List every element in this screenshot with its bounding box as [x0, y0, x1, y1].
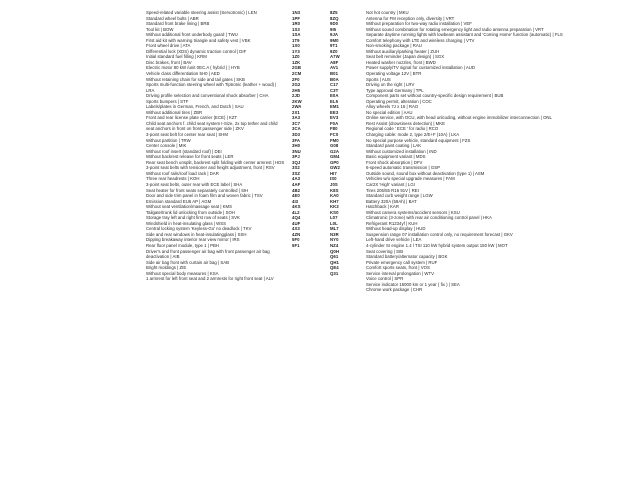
equipment-code: 4UF: [292, 220, 301, 226]
right-code-list: [326, 10, 360, 276]
equipment-description: Storage tray left and right first row of seats | SVK: [146, 215, 240, 221]
equipment-description: Without additional tires | ZBR: [146, 109, 203, 115]
equipment-description: Online service, with OCU, with head unlcoding, without engine immobilizer interconnection | ONL: [366, 115, 552, 121]
equipment-description: Component parts set without country-specific design requirement | BUB: [366, 93, 504, 99]
equipment-code: 3D3: [292, 132, 301, 138]
equipment-description: Door and side trim panel in foam film and woven fabric | TSV: [146, 193, 263, 199]
equipment-description: 3-point seat belts with tensioner and height adjustment, front | RSV: [146, 165, 275, 171]
equipment-code: 3C7: [292, 120, 301, 126]
equipment-code: NY0: [330, 237, 339, 243]
equipment-code: 4L2: [292, 209, 300, 215]
equipment-description: Without retaining chain for side and tail gates | SKB: [146, 76, 245, 82]
equipment-code: F0A: [330, 120, 339, 126]
equipment-code: 3CA: [292, 126, 301, 132]
equipment-code: 3A3: [292, 115, 301, 121]
equipment-code: QH1: [330, 259, 339, 265]
equipment-description: Standard paint coating | LAK: [366, 143, 422, 149]
two-column-layout: [6, 10, 634, 474]
equipment-description: Windshield in heat-insulating glass | WSS: [146, 220, 227, 226]
equipment-description: Side and rear windows in heat-insulatingglass | SSH: [146, 231, 247, 237]
equipment-description: Differential lock (XDS) dynamic traction control | DIF: [146, 48, 247, 54]
equipment-description: Labels/plates in German, French, and Dutch | SAU: [146, 104, 244, 110]
equipment-description: Voice control | SPR: [366, 276, 404, 282]
equipment-description: Front shock absorption | DFV: [366, 159, 423, 165]
equipment-description: Front wheel drive | ATA: [146, 43, 191, 49]
equipment-description: Electric motor 80 kW /unit 0EC.A ( hybrid ) | HYB: [146, 65, 240, 71]
equipment-description: Without additional front underbody guard | TWU: [146, 32, 238, 38]
equipment-description: Child seat anchors f. child seat system I-Size, 2x top tether and child seat anchors in front on front passenger side | ZKV: [146, 120, 278, 132]
equipment-description: Driver's and front passenger air bag with front passenger air bag deactivation | AIB: [146, 248, 270, 260]
equipment-code: 8ZQ: [330, 15, 339, 21]
equipment-description: Dipping breakaway interior rear view mirror | IRS: [146, 237, 240, 243]
equipment-description: Without auxiliary/parking heater | ZUH: [366, 48, 440, 54]
equipment-code: ML7: [330, 226, 339, 232]
equipment-description: Operating voltage 12V | BTR: [366, 71, 422, 77]
equipment-code: 2WA: [292, 104, 302, 110]
equipment-description: Tailgate/trunk lid unlocking from outside | SOH: [146, 209, 235, 215]
equipment-description: Three rear headrests | KOH: [146, 176, 200, 182]
equipment-description: Vehicle class differentiation 5H0 | AED: [146, 71, 220, 77]
equipment-code: A7W: [330, 54, 340, 60]
equipment-code: 2KW: [292, 98, 302, 104]
equipment-code: 3PJ: [292, 154, 300, 160]
equipment-code: 2CM: [292, 71, 302, 77]
equipment-code: QE4: [330, 265, 339, 271]
equipment-code: 4KS: [292, 204, 301, 210]
equipment-description: Antenna for FM reception only, diversity | VRT: [366, 15, 455, 21]
right-column-block: [326, 10, 634, 293]
equipment-description: Without roof insert (standard roof) | DEI: [146, 148, 222, 154]
equipment-description: Bright moldings | ZIE: [146, 265, 187, 271]
equipment-code: GW2: [330, 165, 340, 171]
equipment-description: Refrigerant R1234yf | KUH: [366, 220, 418, 226]
equipment-description: Service indicator 15000 km or 1 year ( fix ) | SEA: [366, 281, 460, 287]
equipment-description: Driving on the right | LRV: [366, 82, 415, 88]
equipment-code: G2A: [330, 148, 339, 154]
equipment-description: Basic equipment variant | MDS: [366, 154, 426, 160]
left-description-list: [146, 10, 286, 282]
equipment-description: 1 armrest for left front seat and 2 armrests for right front seat | ALV: [146, 276, 274, 282]
equipment-description: Charging cable: mode 2, type 2/E+F (10A) | LKA: [366, 132, 460, 138]
equipment-description: Side air bag front with curtain air bag | SAB: [146, 259, 229, 265]
equipment-description: Private emergency call system | RUF: [366, 259, 438, 265]
equipment-description: Initial standard fuel filling | KRM: [146, 54, 207, 60]
equipment-code: 4A3: [292, 176, 301, 182]
equipment-code: 1S3: [292, 26, 300, 32]
equipment-description: 3-point seat belts, outer rear with ECE label | SHA: [146, 181, 243, 187]
equipment-code: IS0: [330, 176, 337, 182]
equipment-code: 2F0: [292, 76, 300, 82]
equipment-description: Without head-up display | HUD: [366, 226, 426, 232]
equipment-code: L0L: [330, 220, 338, 226]
equipment-description: Vehicles w/o special upgrade measures | FAM: [366, 176, 455, 182]
equipment-description: Heated washer nozzles, front | BWD: [366, 59, 436, 65]
equipment-code: GM4: [330, 154, 340, 160]
equipment-description: Service interval prolongation | WTV: [366, 270, 434, 276]
equipment-description: Operating permit, alteration | COC: [366, 98, 432, 104]
equipment-description: 4-cylinder SI engine 1.4 l TSI 110 kW hybrid system output 150 kW | MOT: [366, 242, 508, 248]
equipment-code: E0A: [330, 93, 339, 99]
equipment-description: Without customized installation | IND: [366, 148, 437, 154]
equipment-description: Emission standard EU6 AP | AGM: [146, 198, 212, 204]
equipment-code: 1ZK: [292, 59, 301, 65]
equipment-description: Seat belt reminder (Japan design) | SGX: [366, 54, 445, 60]
equipment-code: B0A: [330, 76, 339, 82]
left-column-block: [6, 10, 326, 282]
equipment-description: Standard front brake lining | BRB: [146, 21, 210, 27]
equipment-code: 4Q4: [292, 215, 301, 221]
equipment-code: 1Y3: [292, 48, 300, 54]
equipment-code: 4B2: [292, 187, 301, 193]
equipment-code: 1N3: [292, 10, 301, 15]
equipment-description: Regional code ' ECE ' for radio | RCO: [366, 126, 439, 132]
equipment-code: 9I5: [330, 26, 337, 32]
equipment-code: 3QJ: [292, 159, 301, 165]
equipment-code: HI7: [330, 170, 337, 176]
equipment-code: EV3: [330, 115, 339, 121]
equipment-description: Without seat ventilation/massage seat | KMS: [146, 204, 233, 210]
equipment-code: F80: [330, 126, 338, 132]
equipment-code: 3SZ: [292, 170, 301, 176]
equipment-code: J0S: [330, 181, 338, 187]
equipment-description: Power supply/TV signal for customized installation | AUD: [366, 65, 475, 71]
equipment-code: 1T9: [292, 37, 300, 43]
equipment-description: Standard wheel bolts | ABR: [146, 15, 199, 21]
equipment-description: 6-speed automatic transmission | GSP: [366, 165, 440, 171]
equipment-description: Chrome work package | CHR: [366, 287, 423, 293]
equipment-description: First aid kit with warning triangle and safety vest | VBK: [146, 37, 251, 43]
equipment-code: K8S: [330, 187, 339, 193]
equipment-description: Without backrest release for front seats | LER: [146, 154, 234, 160]
equipment-code: G08: [330, 143, 339, 149]
equipment-description: Separate daytime running lights with lowbeam assistant and 'Coming Home' function (automatic) | FLS: [366, 32, 563, 38]
equipment-code: C3T: [330, 87, 339, 93]
equipment-code: Q61: [330, 254, 339, 260]
equipment-code: Q0H: [330, 248, 339, 254]
equipment-code: 9Z0: [330, 48, 338, 54]
equipment-description: Front and rear license plate carrier (ECE) | KZT: [146, 115, 238, 121]
equipment-code: 9JA: [330, 32, 339, 38]
equipment-description: Alloy wheels 7J x 16 | RAO: [366, 104, 419, 110]
equipment-description: No special edition | AAU: [366, 109, 413, 115]
equipment-description: Sports | AUS: [366, 76, 391, 82]
equipment-code: KA0: [330, 193, 339, 199]
equipment-description: Speed-related variable steering assist (Servotronic) | LEN: [146, 10, 257, 15]
equipment-description: Type approval Germany | TPL: [366, 87, 424, 93]
equipment-code: 8Z5: [330, 10, 338, 15]
equipment-code: L07: [330, 215, 338, 221]
equipment-description: Comfort sports seats, front | VOS: [366, 265, 430, 271]
equipment-description: Comfort telephony with LTE and wireless charging | VTV: [366, 37, 475, 43]
equipment-code: 4E0: [292, 193, 300, 199]
equipment-description: No special purpose vehicle, standard equipment | FZS: [366, 137, 471, 143]
equipment-description: Center console | MIK: [146, 143, 187, 149]
right-description-list: [360, 10, 634, 293]
equipment-code: FM0: [330, 137, 339, 143]
equipment-code: FC0: [330, 132, 339, 138]
equipment-code: 5F1: [292, 242, 300, 248]
equipment-description: Without special body measures | KSA: [146, 270, 219, 276]
equipment-description: Battery 320A (59Ah) | BAT: [366, 198, 417, 204]
equipment-description: Not hot country | MKU: [366, 10, 409, 15]
equipment-code: 3H0: [292, 143, 301, 149]
equipment-code: 1R0: [292, 21, 301, 27]
equipment-description: Non-smoking package | RAU: [366, 43, 422, 49]
equipment-code: 2JD: [292, 93, 301, 99]
equipment-code: KK3: [330, 204, 339, 210]
equipment-code: AV1: [330, 65, 339, 71]
equipment-code: 1X0: [292, 43, 300, 49]
equipment-description: Suspension range 07 installation control only, no requirement forecast | GKV: [366, 231, 513, 237]
equipment-code: 4X3: [292, 226, 300, 232]
equipment-code: 2G2: [292, 82, 301, 88]
equipment-code: KS0: [330, 209, 339, 215]
equipment-code: 5F0: [292, 237, 300, 243]
equipment-description: Rear floor panel module, type 1 | PBH: [146, 242, 220, 248]
equipment-code: 2H5: [292, 87, 301, 93]
equipment-description: Tires 205/55 R16 91V | REI: [366, 187, 419, 193]
equipment-code: 2X1: [292, 109, 300, 115]
equipment-code: 4AF: [292, 181, 301, 187]
equipment-description: Outside sound, sound box without deactivation (type 1) | ASM: [366, 170, 485, 176]
equipment-description: Without sound combination for rotating emergency light and radio antenna preparation | VRT: [366, 26, 544, 32]
equipment-code: B01: [330, 71, 339, 77]
equipment-code: GP0: [330, 159, 339, 165]
equipment-code: EE3: [330, 109, 339, 115]
equipment-code: EM1: [330, 104, 339, 110]
equipment-description: Driving profile selection and conventional shock absorber | CHA: [146, 93, 269, 99]
equipment-code: C17: [330, 82, 339, 88]
equipment-code: KH7: [330, 198, 339, 204]
equipment-description: Disc brakes, front | BAV: [146, 59, 192, 65]
left-code-list: [286, 10, 326, 249]
equipment-code: 9D0: [330, 21, 339, 27]
equipment-description: Without camera systems/accident sensors | KSU: [366, 209, 460, 215]
equipment-code: 9T1: [330, 43, 338, 49]
equipment-code: 4ZN: [292, 231, 301, 237]
equipment-description: Rest Assist (drowsiness detection) | MKE: [366, 120, 446, 126]
equipment-code: 1SA: [292, 32, 301, 38]
equipment-description: Sports bumpers | STF: [146, 98, 189, 104]
equipment-code: N3R: [330, 231, 339, 237]
equipment-description: Without roof rails/roof load rack | DAR: [146, 170, 219, 176]
equipment-description: Standard battery/alternator capacity | BGK: [366, 254, 448, 260]
equipment-description: Seat heater for front seats separately controlled | SIH: [146, 187, 249, 193]
equipment-code: 2GB: [292, 65, 301, 71]
equipment-code: 9M0: [330, 37, 339, 43]
equipment-code: Q31: [330, 270, 339, 276]
equipment-description: Climatronic (3-zone) with rear air conditioning control panel | HKA: [366, 215, 492, 221]
equipment-description: Standard curb weight range | LGW: [366, 193, 433, 199]
equipment-description: 3-point seat belt for center rear seat | SHM: [146, 132, 229, 138]
equipment-code: A8F: [330, 59, 339, 65]
equipment-description: Sports multi-function steering wheel with Tiptronic (leather + wood) | LRA: [146, 82, 277, 93]
equipment-code: 1Z0: [292, 54, 300, 60]
equipment-description: Seat covering | SIB: [366, 248, 404, 254]
equipment-code: EL5: [330, 98, 339, 104]
equipment-code: 3NU: [292, 148, 301, 154]
equipment-description: Hatchback | KAR: [366, 204, 399, 210]
equipment-description: Tool kit | BOW: [146, 26, 174, 32]
equipment-code: 3S2: [292, 165, 300, 171]
equipment-description: Without partition | TRW: [146, 137, 191, 143]
equipment-description: Rear seat bench unsplit, backrest split folding with center armrest | HDS: [146, 159, 285, 165]
equipment-code: 1PF: [292, 15, 301, 21]
equipment-code: 3FA: [292, 137, 301, 143]
equipment-description: Central locking system 'Keyless-Go' no deadlock | TKV: [146, 226, 252, 232]
equipment-description: Left-hand drive vehicle | LEA: [366, 237, 422, 243]
equipment-code: 4I3: [292, 198, 299, 204]
equipment-description: Without preparation for two-way radio installation | VEF: [366, 21, 472, 27]
equipment-description: Car2X 'High' variant | LGI: [366, 181, 415, 187]
equipment-code: NZ4: [330, 242, 339, 248]
